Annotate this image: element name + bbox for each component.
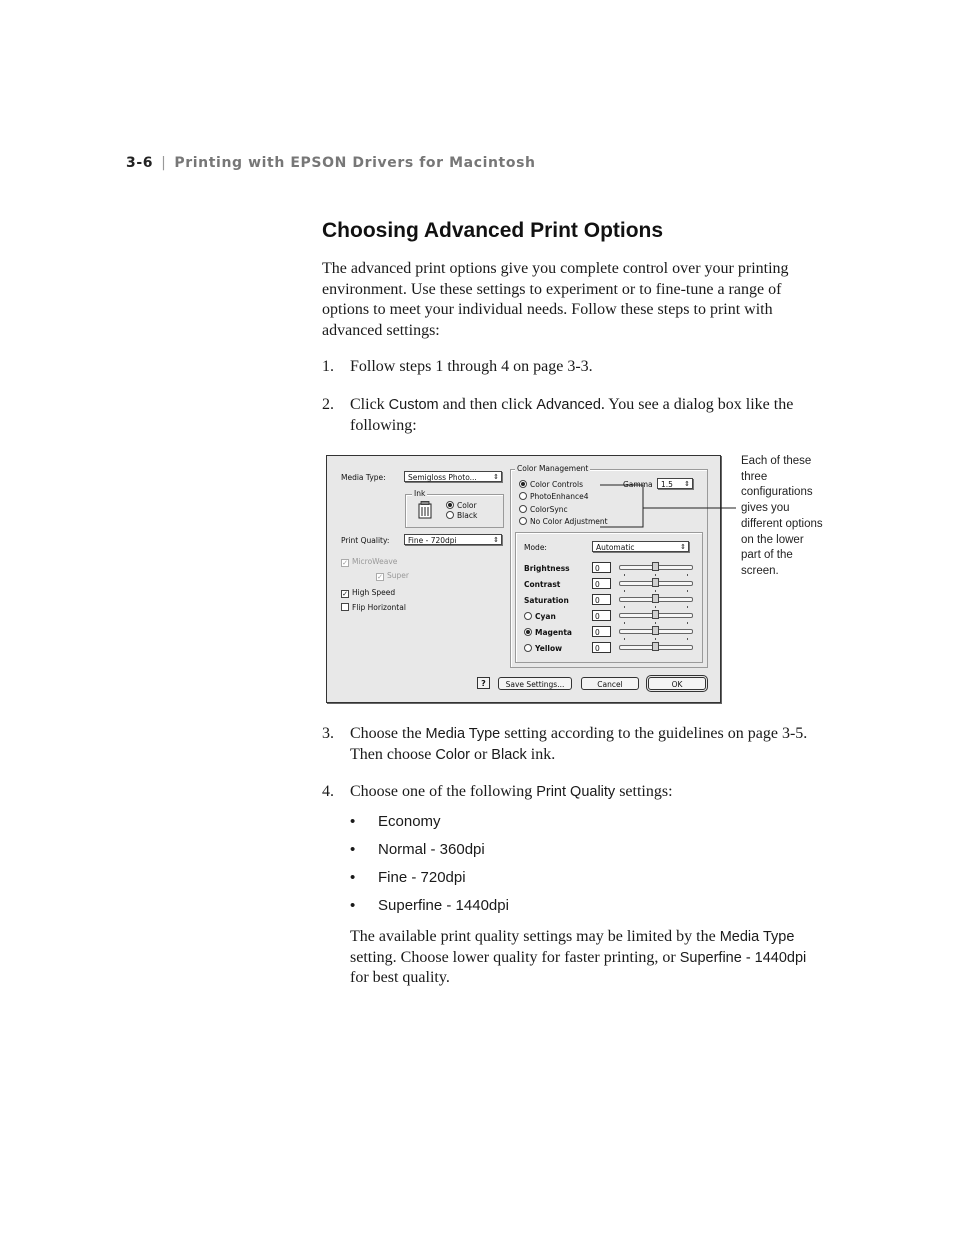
ok-button[interactable]: OK <box>648 677 706 690</box>
brightness-label: Brightness <box>524 564 570 573</box>
section-heading: Choosing Advanced Print Options <box>322 219 664 242</box>
help-button[interactable]: ? <box>477 677 490 689</box>
contrast-label: Contrast <box>524 580 561 589</box>
print-quality-term: Print Quality <box>536 784 616 800</box>
color-term: Color <box>435 746 470 763</box>
yellow-option[interactable] <box>524 644 562 653</box>
text-run: Click <box>350 396 389 413</box>
option-label: Yellow <box>535 644 563 653</box>
mode-label: Mode: <box>524 543 547 552</box>
color-management-label: Color Management <box>517 464 589 473</box>
running-header <box>126 155 536 171</box>
advanced-term: Advanced <box>536 397 601 413</box>
slider-ticks <box>620 622 692 624</box>
option-label: Black <box>457 511 478 520</box>
media-type-value: Semigloss Photo... <box>408 473 477 482</box>
bullet-text: Fine - 720dpi <box>378 869 466 886</box>
bullet-dot: • <box>350 869 356 886</box>
popup-arrow-icon: ⇕ <box>493 536 499 544</box>
bullet-dot: • <box>350 813 356 830</box>
slider-knob[interactable] <box>652 626 659 635</box>
option-label: Color Controls <box>530 480 583 489</box>
photoenhance-option[interactable] <box>519 492 589 501</box>
checkbox-icon: ✓ <box>342 559 348 567</box>
quality-note <box>350 927 825 989</box>
ink-cartridge-icon <box>418 501 432 519</box>
step-number: 3. <box>322 725 334 742</box>
callout-note: Each of these three configurations gives you different options on the lower part of the screen. <box>741 455 823 577</box>
radio-icon <box>519 505 527 513</box>
text-run: settings: <box>615 783 673 800</box>
bullet-dot: • <box>350 841 356 858</box>
step-text <box>350 395 822 436</box>
radio-icon <box>446 501 454 509</box>
checkbox-label: Super <box>387 571 409 580</box>
bullet-text: Normal - 360dpi <box>378 841 485 858</box>
flip-horizontal-checkbox[interactable] <box>341 603 406 612</box>
bullet-text: Economy <box>378 813 441 830</box>
media-type-label: Media Type: <box>341 473 386 482</box>
slider-knob[interactable] <box>652 610 659 619</box>
gamma-label: Gamma <box>623 480 653 489</box>
option-label: Magenta <box>535 628 572 637</box>
brightness-slider[interactable] <box>619 565 693 570</box>
slider-knob[interactable] <box>652 578 659 587</box>
text-run: ink. <box>526 745 556 763</box>
saturation-label: Saturation <box>524 596 569 605</box>
step-number: 2. <box>322 396 334 413</box>
checkbox-icon <box>341 603 349 611</box>
media-type-popup[interactable] <box>404 471 502 482</box>
header-separator: | <box>161 155 167 171</box>
text-run: setting. Choose lower quality for faster printing, or <box>350 948 680 966</box>
cyan-slider[interactable] <box>619 613 693 618</box>
text-run: Choose one of the following <box>350 783 537 800</box>
slider-ticks <box>620 590 692 592</box>
save-settings-button[interactable]: Save Settings... <box>498 677 572 690</box>
option-label: Color <box>457 501 477 510</box>
contrast-field[interactable]: 0 <box>592 578 611 589</box>
step-number: 1. <box>322 358 334 375</box>
brightness-field[interactable]: 0 <box>592 562 611 573</box>
bullet-item <box>350 897 509 914</box>
colorsync-option[interactable] <box>519 505 568 514</box>
bullet-text: Superfine - 1440dpi <box>378 897 509 914</box>
checkbox-icon: ✓ <box>377 573 383 581</box>
superfine-term: Superfine - 1440dpi <box>679 949 807 966</box>
step-number: 4. <box>322 783 334 800</box>
print-quality-value: Fine - 720dpi <box>408 536 457 545</box>
step-text <box>350 782 822 803</box>
popup-arrow-icon: ⇕ <box>493 473 499 481</box>
radio-icon <box>519 480 527 488</box>
bullet-item <box>350 813 441 830</box>
print-quality-label: Print Quality: <box>341 536 390 545</box>
cyan-field[interactable]: 0 <box>592 610 611 621</box>
page-number: 3-6 <box>126 155 154 171</box>
radio-icon <box>524 628 532 636</box>
text-run: Choose the <box>350 725 426 742</box>
checkbox-label: High Speed <box>352 588 396 597</box>
text-run: for best quality. <box>350 969 450 986</box>
radio-icon <box>524 644 532 652</box>
radio-icon <box>519 492 527 500</box>
slider-knob[interactable] <box>652 594 659 603</box>
high-speed-checkbox[interactable] <box>341 588 395 598</box>
text-run: and then click <box>438 396 537 413</box>
black-term: Black <box>491 746 527 763</box>
super-checkbox[interactable] <box>376 571 409 581</box>
cyan-option[interactable] <box>524 612 556 621</box>
slider-knob[interactable] <box>652 562 659 571</box>
magenta-field[interactable]: 0 <box>592 626 611 637</box>
print-quality-popup[interactable] <box>404 534 502 545</box>
bullet-item <box>350 869 466 886</box>
bullet-item <box>350 841 485 858</box>
ink-group-label: Ink <box>414 489 426 498</box>
magenta-option[interactable] <box>524 628 572 637</box>
custom-term: Custom <box>388 397 439 413</box>
slider-ticks <box>620 574 692 576</box>
ink-group <box>405 489 504 528</box>
color-controls-option[interactable] <box>519 480 583 489</box>
step-2 <box>322 395 822 436</box>
checkbox-icon: ✓ <box>342 590 348 598</box>
media-type-term: Media Type <box>719 929 795 945</box>
mode-popup[interactable] <box>592 541 689 552</box>
checkbox-label: Flip Horizontal <box>352 603 406 612</box>
checkbox-label: MicroWeave <box>352 557 398 566</box>
saturation-field[interactable]: 0 <box>592 594 611 605</box>
color-controls-panel <box>515 532 703 663</box>
step-4 <box>322 782 822 803</box>
popup-arrow-icon: ⇕ <box>680 543 686 551</box>
slider-ticks <box>620 638 692 640</box>
no-color-adjustment-option[interactable] <box>519 517 608 526</box>
popup-arrow-icon: ⇕ <box>684 480 690 488</box>
microweave-checkbox[interactable] <box>341 557 397 567</box>
option-label: PhotoEnhance4 <box>530 492 589 501</box>
text-run: The available print quality settings may be limited by the <box>350 928 720 945</box>
intro-paragraph: The advanced print options give you complete control over your printing environment. Use these settings to experiment or to fine-tune a range of options to meet your individual needs. Follow these steps to print with advanced settings: <box>322 260 789 339</box>
mode-value: Automatic <box>596 543 635 552</box>
gamma-value: 1.5 <box>661 480 673 489</box>
media-type-term: Media Type <box>425 726 501 742</box>
text-run: or <box>469 745 492 763</box>
contrast-slider[interactable] <box>619 581 693 586</box>
step-1 <box>322 357 822 378</box>
slider-knob[interactable] <box>652 642 659 651</box>
radio-icon <box>446 511 454 519</box>
callout-bracket <box>600 480 740 530</box>
step-text <box>350 724 822 765</box>
header-title: Printing with EPSON Drivers for Macintosh <box>174 155 536 171</box>
step-text: Follow steps 1 through 4 on page 3-3. <box>350 358 593 375</box>
slider-ticks <box>620 606 692 608</box>
yellow-slider[interactable] <box>619 645 693 650</box>
ink-black-option[interactable] <box>446 511 477 520</box>
radio-icon <box>524 612 532 620</box>
option-label: ColorSync <box>530 505 568 514</box>
saturation-slider[interactable] <box>619 597 693 602</box>
yellow-field[interactable]: 0 <box>592 642 611 653</box>
text-run: . You see a dialog box like the following: <box>350 396 794 434</box>
ink-color-option[interactable] <box>446 501 477 510</box>
step-3 <box>322 724 822 765</box>
bullet-dot: • <box>350 897 356 914</box>
cancel-button[interactable]: Cancel <box>581 677 639 690</box>
text-run: setting according to the guidelines on page 3-5. Then choose <box>350 725 808 763</box>
option-label: No Color Adjustment <box>530 517 608 526</box>
magenta-slider[interactable] <box>619 629 693 634</box>
radio-icon <box>519 517 527 525</box>
option-label: Cyan <box>535 612 556 621</box>
